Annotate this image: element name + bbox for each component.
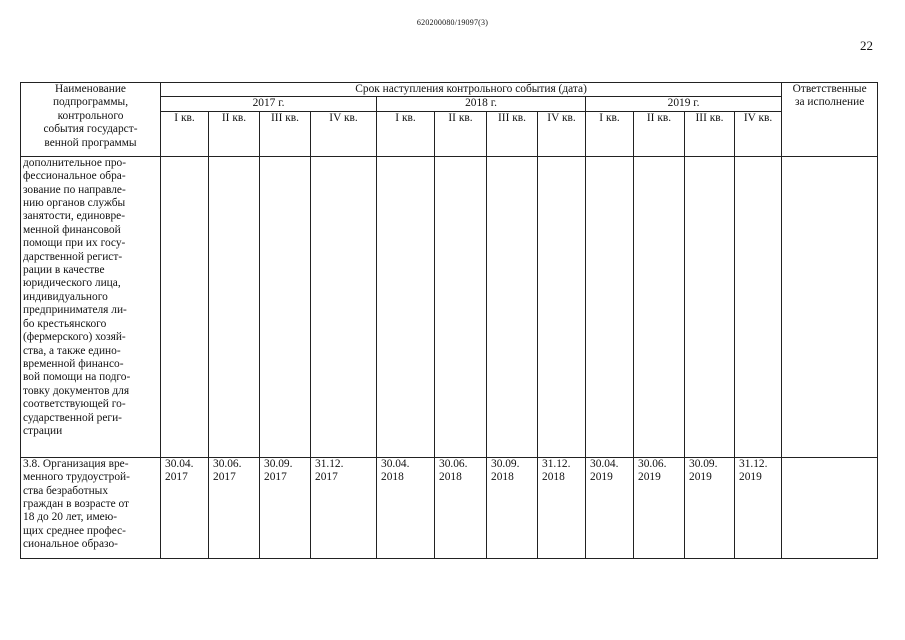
event-date: 30.04. 2019 — [586, 457, 634, 558]
responsible-cell — [782, 156, 878, 457]
event-date — [260, 156, 311, 457]
event-date: 30.06. 2019 — [634, 457, 685, 558]
event-date: 30.09. 2019 — [685, 457, 735, 558]
year-2019: 2019 г. — [586, 97, 782, 111]
event-date: 30.06. 2017 — [209, 457, 260, 558]
event-date: 30.09. 2018 — [487, 457, 538, 558]
header-row-period — [21, 83, 878, 97]
page-number: 22 — [860, 38, 873, 53]
quarter-label: IV кв. — [538, 111, 586, 156]
event-date — [487, 156, 538, 457]
quarter-label: II кв. — [435, 111, 487, 156]
table-row — [21, 457, 878, 558]
event-name: дополнительное про- фессиональное обра- зование по направле- нию органов службы занятости, единовре- менной финансовой помощи при их госу- дарственной регист- рации в качестве юридического лица, индивидуального предпринимателя ли- бо крестьянского (фермерского) хозяй- ства, а также едино- временной финансо- вой помощи на подго- товку документов для соответствующей го- сударственной реги- страции — [21, 156, 161, 457]
quarter-label: III кв. — [260, 111, 311, 156]
event-date: 30.04. 2018 — [377, 457, 435, 558]
year-2017: 2017 г. — [161, 97, 377, 111]
quarter-label: I кв. — [161, 111, 209, 156]
event-date — [435, 156, 487, 457]
quarter-label: IV кв. — [311, 111, 377, 156]
responsible-cell — [782, 457, 878, 558]
event-date — [538, 156, 586, 457]
event-date — [685, 156, 735, 457]
quarter-label: II кв. — [634, 111, 685, 156]
header-name: Наименование подпрограммы, контрольного события государст- венной программы — [21, 83, 161, 157]
event-date: 31.12. 2017 — [311, 457, 377, 558]
quarter-label: II кв. — [209, 111, 260, 156]
event-date: 31.12. 2019 — [735, 457, 782, 558]
event-date — [634, 156, 685, 457]
event-date: 30.09. 2017 — [260, 457, 311, 558]
event-date — [209, 156, 260, 457]
quarter-label: I кв. — [586, 111, 634, 156]
quarter-label: IV кв. — [735, 111, 782, 156]
quarter-label: III кв. — [487, 111, 538, 156]
event-date: 30.06. 2018 — [435, 457, 487, 558]
document-id: 620200080/19097(3) — [416, 18, 489, 27]
event-date: 30.04. 2017 — [161, 457, 209, 558]
quarter-label: III кв. — [685, 111, 735, 156]
header-period: Срок наступления контрольного события (дата) — [161, 83, 782, 97]
header-responsible: Ответственные за исполнение — [782, 83, 878, 157]
year-2018: 2018 г. — [377, 97, 586, 111]
event-name: 3.8. Организация вре- менного трудоустрой- ства безработных граждан в возрасте от 18 до 20 лет, имею- щих среднее профес- сиональное образо- — [21, 457, 161, 558]
quarter-label: I кв. — [377, 111, 435, 156]
event-date — [311, 156, 377, 457]
event-date: 31.12. 2018 — [538, 457, 586, 558]
table-row — [21, 156, 878, 457]
event-date — [161, 156, 209, 457]
control-events-table — [20, 82, 878, 559]
event-date — [377, 156, 435, 457]
event-date — [735, 156, 782, 457]
event-date — [586, 156, 634, 457]
